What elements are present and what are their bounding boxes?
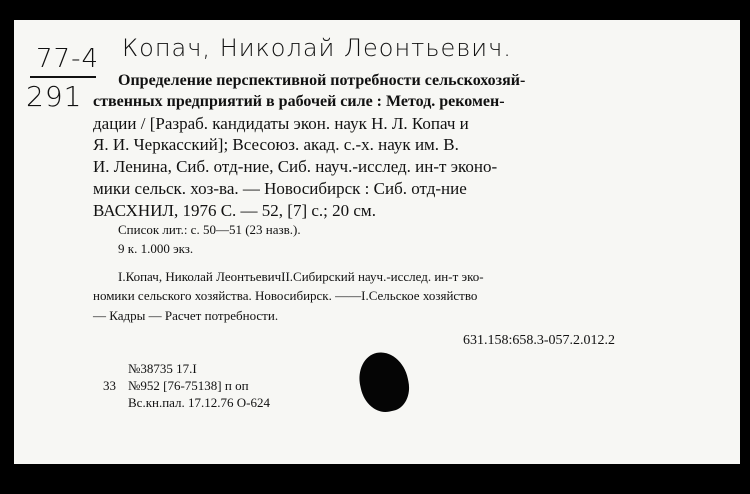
note-bibliography: Список лит.: с. 50—51 (23 назв.).: [118, 222, 301, 237]
footer-line-3: Вс.кн.пал. 17.12.76 О-624: [128, 395, 271, 410]
body-line-5: ВАСХНИЛ, 1976 С. — 52, [7] с.; 20 см.: [93, 201, 376, 220]
note-price-print-run: 9 к. 1.000 экз.: [118, 241, 194, 256]
title-line-2: ственных предприятий в рабочей силе : Метод. рекомен-: [93, 93, 505, 110]
shelfmark-bottom: 291: [26, 80, 83, 113]
body-line-2: Я. И. Черкасский]; Всесоюз. акад. с.-х. наук им. В.: [93, 135, 459, 154]
tracing-line-3: — Кадры — Расчет потребности.: [93, 308, 279, 323]
title-line-1: Определение перспективной потребности сельскохозяй-: [118, 72, 526, 89]
handwritten-author: Копач, Николай Леонтьевич.: [122, 34, 512, 62]
body-line-1: дации / [Разраб. кандидаты экон. наук Н. Л. Копач и: [93, 114, 469, 133]
body-line-4: мики сельск. хоз-ва. — Новосибирск : Сиб. отд-ние: [93, 179, 467, 198]
footer-prefix: 33: [103, 378, 116, 393]
body-line-3: И. Ленина, Сиб. отд-ние, Сиб. науч.-исслед. ин-т эконо-: [93, 157, 498, 176]
shelfmark-top: 77-4: [36, 44, 100, 74]
footer-line-2: №952 [76-75138] п оп: [128, 378, 249, 393]
tracing-line-1: I.Копач, Николай ЛеонтьевичII.Сибирский науч.-исслед. ин-т эко-: [118, 269, 484, 284]
classification-code: 631.158:658.3-057.2.012.2: [463, 333, 616, 348]
shelfmark-divider: [30, 76, 96, 78]
tracing-line-2: номики сельского хозяйства. Новосибирск. ——I.Сельское хозяйство: [93, 288, 478, 303]
footer-line-1: №38735 17.I: [128, 361, 197, 376]
